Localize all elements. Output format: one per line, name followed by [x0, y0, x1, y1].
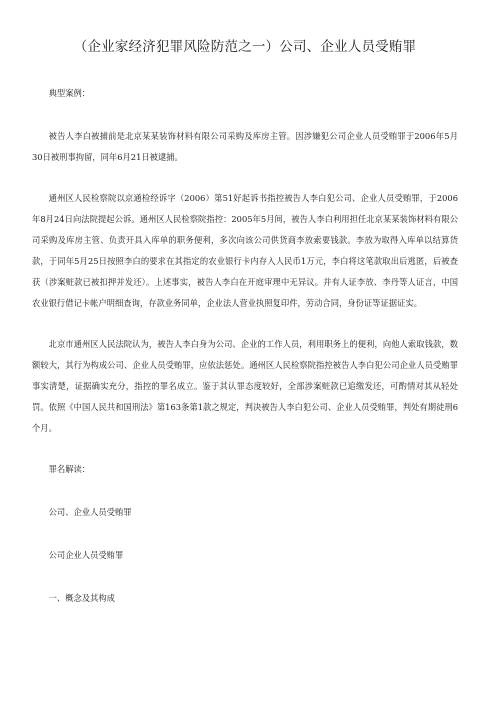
heading-crime-interpretation: 罪名解读：	[48, 463, 91, 474]
crime-name-line-1: 公司、企业人员受贿罪	[48, 506, 132, 517]
heading-typical-case: 典型案例：	[48, 87, 91, 98]
paragraph-prosecution: 通州区人民检察院以京通检经诉字（2006）第51好起诉书指控被告人李白犯公司、企业人员受贿罪，于2006年8月24日向法院提起公诉。通州区人民检察院指控：2005年5月间，被告人李白利用担任北京某某装饰材料有限公司采购及库房主管、负责开具入库单的职务便利，多次向该公司供货商李放索要钱款。李放为取得入库单以结算货款，于同年5月25日按照李白的要求在其指定的农业银行卡内存入人民币1万元，李白将这笔款取出后逃匿，后被查获（涉案赃款已被扣押并发还）。上述事实，被告人李白在开庭审理中无异议。并有人证李放、李丹等人证言，中国农业银行借记卡帐户明细查询，存款业务同单，企业法人营业执照复印件，劳动合同，身份证等证据证实。	[32, 192, 458, 308]
section-heading-concept: 一、概念及其构成	[48, 592, 115, 603]
paragraph-court-ruling: 北京市通州区人民法院认为，被告人李白身为公司、企业的工作人员，利用职务上的便利，向他人索取钱款，数额较大，其行为构成公司、企业人员受贿罪，应依法惩处。通州区人民检察院指控被告人李白犯公司企业人员受贿罪事实清楚，证据确实充分，指控的罪名成立。鉴于其认罪态度较好，全部涉案赃款已追缴发还，可酌情对其从轻处罚。依照《中国人民共和国刑法》第163条第1款之规定，判决被告人李白犯公司、企业人员受贿罪，判处有期徒刑6个月。	[32, 338, 458, 433]
crime-name-line-2: 公司企业人员受贿罪	[48, 549, 124, 560]
document-title: （企业家经济犯罪风险防范之一）公司、企业人员受贿罪	[73, 39, 417, 55]
paragraph-defendant-intro: 被告人李白被捕前是北京某某装饰材料有限公司采购及库房主管。因涉嫌犯公司企业人员受贿罪于2006年5月30日被刑事拘留，同年6月21日被逮捕。	[32, 130, 458, 162]
